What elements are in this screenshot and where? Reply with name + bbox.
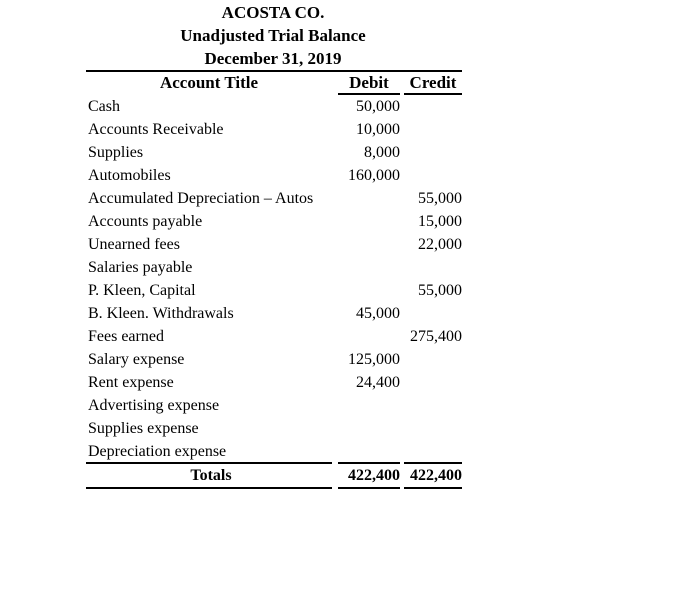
debit-amount: 10,000 (356, 121, 400, 138)
credit-amount: 15,000 (418, 213, 462, 230)
account-row (86, 417, 462, 440)
account-row (86, 371, 462, 394)
account-title: Salaries payable (88, 259, 193, 276)
account-title: Unearned fees (88, 236, 180, 253)
account-title: Automobiles (88, 167, 171, 184)
credit-amount: 55,000 (418, 190, 462, 207)
account-title: Accounts payable (88, 213, 203, 230)
account-row (86, 302, 462, 325)
col-header-debit: Debit (349, 73, 389, 92)
debit-amount: 8,000 (364, 144, 400, 161)
account-title: Cash (88, 98, 120, 115)
account-title: Accounts Receivable (88, 121, 224, 138)
debit-amount: 125,000 (348, 351, 400, 368)
credit-amount: 275,400 (410, 328, 462, 345)
header-top-rule (86, 70, 462, 72)
account-title: P. Kleen, Capital (88, 282, 196, 299)
account-row (86, 187, 462, 210)
account-title: Salary expense (88, 351, 185, 368)
debit-amount: 50,000 (356, 98, 400, 115)
totals-debit: 422,400 (348, 467, 400, 484)
account-title: Advertising expense (88, 397, 220, 414)
totals-bottom-rule-debit (338, 487, 400, 489)
company-name: ACOSTA CO. (221, 3, 325, 22)
debit-amount: 24,400 (356, 374, 400, 391)
account-row (86, 118, 462, 141)
account-title: Fees earned (88, 328, 164, 345)
account-row (86, 233, 462, 256)
totals-label: Totals (190, 467, 232, 484)
account-row (86, 325, 462, 348)
debit-amount: 45,000 (356, 305, 400, 322)
account-row (86, 256, 462, 279)
col-header-account: Account Title (159, 73, 259, 92)
debit-amount: 160,000 (348, 167, 400, 184)
account-row (86, 348, 462, 371)
account-row (86, 440, 462, 463)
account-title: Accumulated Depreciation – Autos (88, 190, 314, 207)
credit-amount: 22,000 (418, 236, 462, 253)
totals-bottom-rule-account (86, 487, 332, 489)
account-title: Rent expense (88, 374, 174, 391)
report-title: Unadjusted Trial Balance (180, 26, 366, 45)
totals-credit: 422,400 (410, 467, 462, 484)
account-title: Supplies (88, 144, 144, 161)
account-title: Depreciation expense (88, 443, 227, 460)
col-header-credit: Credit (409, 73, 457, 92)
account-row (86, 210, 462, 233)
account-row (86, 141, 462, 164)
credit-amount: 55,000 (418, 282, 462, 299)
account-row (86, 164, 462, 187)
totals-row (86, 464, 462, 487)
account-title: Supplies expense (88, 420, 199, 437)
account-row (86, 279, 462, 302)
totals-bottom-rule-credit (404, 487, 462, 489)
account-title: B. Kleen. Withdrawals (88, 305, 234, 322)
account-row (86, 394, 462, 417)
account-row (86, 95, 462, 118)
report-date: December 31, 2019 (204, 49, 342, 68)
